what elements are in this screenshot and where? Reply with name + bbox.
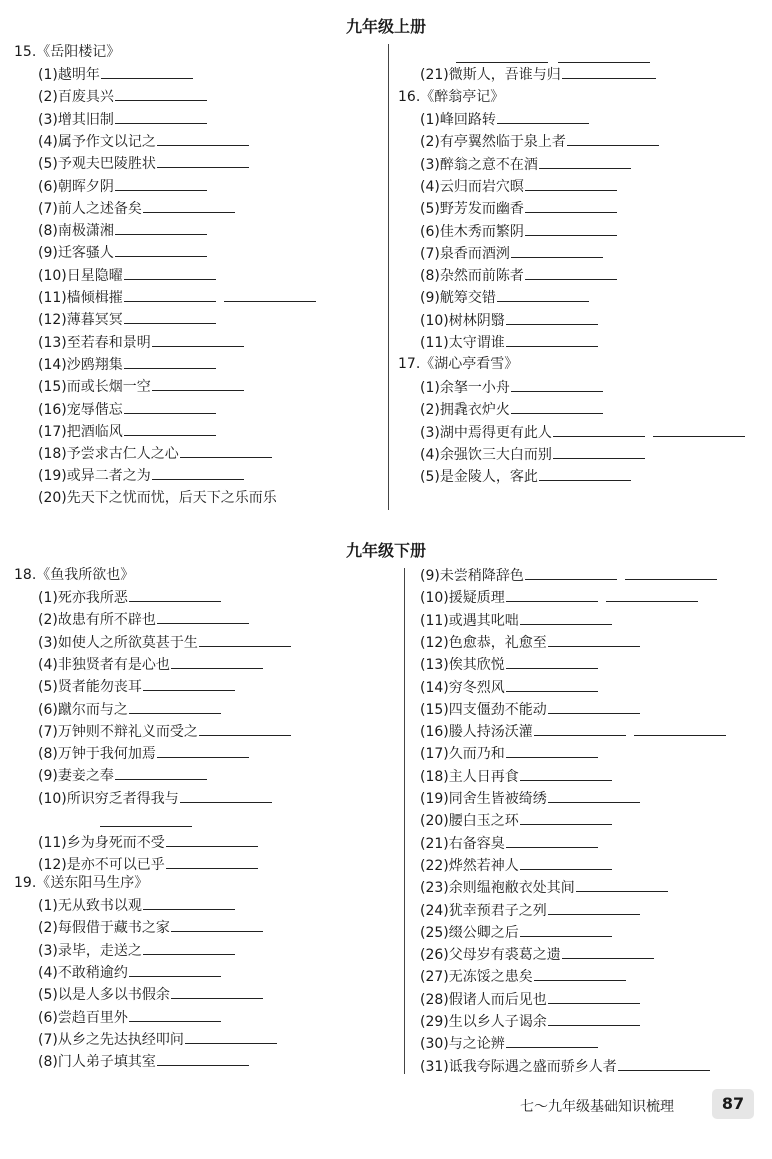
- answer-blank[interactable]: [129, 699, 221, 714]
- question-text: (8)南极潇湘: [38, 223, 114, 240]
- answer-blank[interactable]: [506, 1033, 598, 1048]
- question-item: [38, 86, 207, 107]
- question-text: (7)从乡之先达执经叩问: [38, 1031, 184, 1048]
- question-text: (2)每假借于藏书之家: [38, 920, 170, 937]
- answer-blank[interactable]: [166, 854, 258, 869]
- answer-blank[interactable]: [506, 310, 598, 325]
- question-item: [420, 332, 598, 353]
- question-item: [420, 766, 612, 787]
- question-item: [420, 877, 668, 898]
- question-item: [38, 153, 249, 174]
- question-text: (24)犹幸预君子之列: [420, 902, 547, 919]
- question-item: [38, 917, 263, 938]
- answer-blank[interactable]: [143, 676, 235, 691]
- question-text: (11)太守谓谁: [420, 335, 505, 351]
- question-item: [420, 64, 656, 85]
- question-item: [420, 900, 640, 921]
- answer-blank[interactable]: [506, 332, 598, 347]
- answer-blank[interactable]: [124, 421, 216, 436]
- question-text: (14)沙鸥翔集: [38, 356, 123, 373]
- question-text: (7)万钟则不辩礼义而受之: [38, 723, 198, 740]
- question-item: [38, 109, 207, 130]
- answer-blank[interactable]: [199, 721, 291, 736]
- question-text: (10)援疑质理: [420, 590, 505, 607]
- answer-blank[interactable]: [562, 944, 654, 959]
- answer-blank[interactable]: [520, 855, 612, 870]
- section-title-upper: 九年级上册: [345, 17, 426, 36]
- heading-16: 16.《醉翁亭记》: [398, 89, 505, 105]
- question-item: [38, 131, 249, 152]
- question-item: [420, 677, 598, 698]
- heading-17: 17.《湖心亭看雪》: [398, 356, 519, 372]
- question-item: [38, 743, 249, 764]
- question-item: [420, 833, 598, 854]
- question-text: (6)佳木秀而繁阴: [420, 223, 524, 240]
- question-text: (8)杂然而前陈者: [420, 268, 524, 285]
- question-text: (3)如使人之所欲莫甚于生: [38, 634, 198, 651]
- question-item: [420, 610, 612, 631]
- question-item: [38, 220, 207, 241]
- answer-blank[interactable]: [553, 444, 645, 459]
- question-text: (18)予尝求古仁人之心: [38, 446, 179, 463]
- answer-blank[interactable]: [124, 265, 216, 280]
- answer-blank[interactable]: [520, 610, 612, 625]
- question-text: (2)拥毳衣炉火: [420, 402, 510, 419]
- answer-blank[interactable]: [143, 198, 235, 213]
- answer-blank[interactable]: [115, 176, 207, 191]
- question-item: [420, 287, 589, 308]
- answer-blank[interactable]: [525, 565, 617, 580]
- question-item: [38, 488, 277, 508]
- answer-blank[interactable]: [152, 465, 244, 480]
- question-text: (13)至若春和景明: [38, 334, 151, 351]
- answer-blank[interactable]: [653, 422, 745, 437]
- question-text: (28)假诸人而后见也: [420, 991, 547, 1008]
- question-text: (16)宠辱偕忘: [38, 401, 123, 418]
- question-item: [420, 966, 626, 987]
- answer-blank[interactable]: [115, 109, 207, 124]
- question-item: [38, 895, 235, 916]
- question-item: [420, 176, 617, 197]
- question-item: [420, 632, 640, 653]
- question-text: (12)薄暮冥冥: [38, 312, 123, 329]
- answer-blank[interactable]: [548, 900, 640, 915]
- answer-blank[interactable]: [562, 64, 656, 79]
- question-item: [420, 1056, 710, 1077]
- question-item: [38, 176, 207, 197]
- question-text: (9)觥筹交错: [420, 290, 496, 307]
- question-item: [420, 922, 612, 943]
- question-text: (9)迁客骚人: [38, 245, 114, 262]
- question-item: [38, 1051, 249, 1072]
- question-text: (5)予观夫巴陵胜状: [38, 156, 156, 173]
- question-text: (15)而或长烟一空: [38, 379, 151, 396]
- answer-blank[interactable]: [525, 198, 617, 213]
- question-item: [38, 198, 235, 219]
- question-item: [38, 962, 221, 983]
- answer-blank[interactable]: [506, 677, 598, 692]
- question-text: (2)百废具兴: [38, 89, 114, 106]
- question-item: [420, 310, 598, 331]
- question-text: (2)有亭翼然临于泉上者: [420, 134, 566, 151]
- question-text: (6)尝趋百里外: [38, 1009, 128, 1026]
- question-item: [420, 1011, 640, 1032]
- question-item: [38, 676, 235, 697]
- question-item: [38, 421, 216, 442]
- question-text: (4)非独贤者有是心也: [38, 656, 170, 673]
- question-item: [420, 565, 717, 586]
- answer-blank[interactable]: [180, 443, 272, 458]
- question-text: (5)贤者能勿丧耳: [38, 679, 142, 696]
- question-text: (8)万钟于我何加焉: [38, 746, 156, 763]
- question-text: (11)或遇其叱咄: [420, 612, 519, 629]
- answer-blank[interactable]: [115, 242, 207, 257]
- answer-blank[interactable]: [152, 376, 244, 391]
- question-text: (17)久而乃和: [420, 746, 505, 763]
- question-item: [420, 154, 631, 175]
- question-item: [420, 855, 612, 876]
- question-text: (3)醉翁之意不在酒: [420, 156, 538, 173]
- question-item: [420, 721, 726, 742]
- question-text: (29)生以乡人子谒余: [420, 1014, 547, 1030]
- question-item: [38, 399, 216, 420]
- answer-blank[interactable]: [634, 721, 726, 736]
- answer-blank[interactable]: [143, 895, 235, 910]
- question-text: (27)无冻馁之患矣: [420, 969, 533, 986]
- answer-blank[interactable]: [166, 832, 258, 847]
- question-item: [38, 287, 316, 308]
- question-text: (10)树林阴翳: [420, 312, 505, 329]
- answer-blank[interactable]: [534, 966, 626, 981]
- question-text: (1)峰回路转: [420, 112, 496, 128]
- question-text: (10)所识穷乏者得我与: [38, 790, 179, 807]
- question-item: [420, 1033, 598, 1054]
- answer-blank[interactable]: [497, 287, 589, 302]
- question-item: [420, 422, 745, 443]
- answer-blank[interactable]: [506, 743, 598, 758]
- question-text: (6)朝晖夕阴: [38, 178, 114, 195]
- answer-blank[interactable]: [511, 377, 603, 392]
- heading-19: 19.《送东阳马生序》: [14, 875, 149, 891]
- question-item: [420, 243, 603, 264]
- question-item: [38, 832, 258, 853]
- answer-blank[interactable]: [511, 243, 603, 258]
- answer-blank[interactable]: [124, 309, 216, 324]
- question-text: (31)诋我夸际遇之盛而骄乡人者: [420, 1058, 617, 1075]
- question-text: (23)余则缊袍敝衣处其间: [420, 880, 575, 897]
- question-text: (5)以是人多以书假余: [38, 987, 170, 1004]
- answer-blank[interactable]: [520, 766, 612, 781]
- answer-blank[interactable]: [511, 399, 603, 414]
- answer-blank[interactable]: [157, 609, 249, 624]
- question-text: (1)余拏一小舟: [420, 380, 510, 396]
- question-item: [38, 242, 207, 263]
- answer-blank[interactable]: [101, 64, 193, 79]
- question-text: (1)无从致书以观: [38, 898, 142, 914]
- section-title-lower: 九年级下册: [345, 541, 426, 560]
- question-text: (21)右备容臭: [420, 835, 505, 852]
- answer-blank[interactable]: [548, 699, 640, 714]
- question-item: [420, 109, 589, 130]
- question-item: [420, 989, 640, 1010]
- column-divider: [388, 44, 389, 510]
- question-item: [420, 466, 631, 487]
- question-text: (7)前人之述备矣: [38, 200, 142, 217]
- question-item: [420, 444, 645, 465]
- question-text: (4)余强饮三大白而别: [420, 446, 552, 463]
- column-divider: [404, 568, 405, 1074]
- question-item: [38, 788, 272, 809]
- answer-blank[interactable]: [456, 62, 548, 63]
- question-text: (9)妻妾之奉: [38, 768, 114, 785]
- question-item: [38, 609, 249, 630]
- answer-blank[interactable]: [171, 917, 263, 932]
- answer-blank[interactable]: [539, 466, 631, 481]
- question-text: (9)未尝稍降辞色: [420, 568, 524, 584]
- answer-blank[interactable]: [129, 587, 221, 602]
- question-text: (3)湖中焉得更有此人: [420, 424, 552, 441]
- question-text: (20)先天下之忧而忧，后天下之乐而乐: [38, 489, 277, 506]
- answer-blank[interactable]: [171, 984, 263, 999]
- answer-blank[interactable]: [157, 153, 249, 168]
- answer-blank[interactable]: [548, 989, 640, 1004]
- answer-blank[interactable]: [115, 765, 207, 780]
- question-text: (10)日星隐曜: [38, 267, 123, 284]
- question-text: (15)四支僵劲不能动: [420, 701, 547, 718]
- question-text: (12)是亦不可以已乎: [38, 857, 165, 874]
- question-text: (4)云归而岩穴暝: [420, 178, 524, 195]
- question-text: (5)野芳发而幽香: [420, 201, 524, 218]
- answer-blank[interactable]: [115, 86, 207, 101]
- question-text: (19)同舍生皆被绮绣: [420, 791, 547, 807]
- answer-blank[interactable]: [525, 265, 617, 280]
- answer-blank[interactable]: [625, 565, 717, 580]
- question-text: (6)蹴尔而与之: [38, 701, 128, 718]
- question-text: (2)故患有所不辟也: [38, 612, 156, 629]
- question-text: (8)门人弟子填其室: [38, 1054, 156, 1071]
- answer-blank[interactable]: [525, 221, 617, 236]
- question-item: [38, 332, 244, 353]
- question-item: [38, 354, 216, 375]
- question-item: [38, 721, 291, 742]
- question-item: [38, 64, 193, 85]
- question-text: (19)或异二者之为: [38, 468, 151, 485]
- question-text: (16)媵人持汤沃灌: [420, 724, 533, 741]
- question-text: (18)主人日再食: [420, 768, 519, 785]
- answer-blank[interactable]: [129, 1007, 221, 1022]
- question-item: [38, 632, 291, 653]
- heading-18: 18.《鱼我所欲也》: [14, 567, 135, 583]
- question-text: (4)不敢稍逾约: [38, 964, 128, 981]
- answer-blank[interactable]: [115, 220, 207, 235]
- answer-blank[interactable]: [224, 287, 316, 302]
- question-text: (30)与之论辨: [420, 1036, 505, 1053]
- answer-blank[interactable]: [506, 833, 598, 848]
- answer-blank[interactable]: [506, 654, 598, 669]
- question-item: [420, 587, 698, 608]
- footer-title: 七～九年级基础知识梳理: [520, 1099, 674, 1115]
- question-item: [38, 1029, 277, 1050]
- question-item: [420, 944, 654, 965]
- question-text: (21)微斯人，吾谁与归: [420, 67, 561, 83]
- answer-blank[interactable]: [497, 109, 589, 124]
- question-item: [420, 221, 617, 242]
- answer-blank[interactable]: [506, 587, 598, 602]
- answer-blank[interactable]: [618, 1056, 710, 1071]
- question-item: [38, 940, 235, 961]
- answer-blank[interactable]: [576, 877, 668, 892]
- question-item: [38, 443, 272, 464]
- answer-blank[interactable]: [157, 743, 249, 758]
- answer-blank[interactable]: [548, 632, 640, 647]
- question-text: (13)俟其欣悦: [420, 657, 505, 674]
- question-item: [420, 743, 598, 764]
- question-text: (3)增其旧制: [38, 111, 114, 128]
- answer-blank[interactable]: [553, 422, 645, 437]
- answer-blank[interactable]: [171, 654, 263, 669]
- question-text: (4)属予作文以记之: [38, 133, 156, 150]
- question-item: [38, 699, 221, 720]
- question-item: [38, 376, 244, 397]
- answer-blank[interactable]: [143, 940, 235, 955]
- answer-blank[interactable]: [157, 131, 249, 146]
- answer-blank[interactable]: [124, 287, 216, 302]
- answer-blank[interactable]: [157, 1051, 249, 1066]
- answer-blank[interactable]: [129, 962, 221, 977]
- question-text: (11)樯倾楫摧: [38, 290, 123, 306]
- question-item: [38, 765, 207, 786]
- question-text: (26)父母岁有裘葛之遗: [420, 947, 561, 964]
- question-text: (11)乡为身死而不受: [38, 835, 165, 851]
- question-text: (12)色愈恭，礼愈至: [420, 634, 547, 651]
- answer-blank[interactable]: [180, 788, 272, 803]
- question-text: (3)录毕，走送之: [38, 942, 142, 959]
- question-item: [38, 984, 263, 1005]
- answer-blank[interactable]: [124, 399, 216, 414]
- answer-blank[interactable]: [100, 826, 192, 827]
- question-item: [38, 1007, 221, 1028]
- question-item: [420, 654, 598, 675]
- question-item: [420, 265, 617, 286]
- answer-blank[interactable]: [567, 131, 659, 146]
- question-item: [420, 399, 603, 420]
- answer-blank[interactable]: [548, 1011, 640, 1026]
- answer-blank[interactable]: [548, 788, 640, 803]
- answer-blank[interactable]: [525, 176, 617, 191]
- question-text: (1)越明年: [38, 67, 100, 83]
- answer-blank[interactable]: [520, 922, 612, 937]
- question-item: [420, 198, 617, 219]
- answer-blank[interactable]: [199, 632, 291, 647]
- answer-blank[interactable]: [152, 332, 244, 347]
- question-item: [38, 309, 216, 330]
- answer-blank[interactable]: [520, 810, 612, 825]
- answer-blank[interactable]: [558, 62, 650, 63]
- answer-blank[interactable]: [606, 587, 698, 602]
- question-item: [420, 131, 659, 152]
- question-text: (14)穷冬烈风: [420, 679, 505, 696]
- question-item: [38, 465, 244, 486]
- answer-blank[interactable]: [539, 154, 631, 169]
- question-text: (25)缀公卿之后: [420, 924, 519, 941]
- answer-blank[interactable]: [534, 721, 626, 736]
- question-item: [38, 654, 263, 675]
- question-text: (20)腰白玉之环: [420, 813, 519, 830]
- question-text: (7)泉香而酒洌: [420, 245, 510, 262]
- question-text: (1)死亦我所恶: [38, 590, 128, 606]
- heading-15: 15.《岳阳楼记》: [14, 44, 121, 60]
- question-item: [420, 699, 640, 720]
- question-text: (5)是金陵人，客此: [420, 469, 538, 486]
- answer-blank[interactable]: [185, 1029, 277, 1044]
- question-item: [420, 788, 640, 809]
- question-text: (17)把酒临风: [38, 423, 123, 440]
- question-item: [38, 587, 221, 608]
- page-number: 87: [712, 1089, 754, 1119]
- answer-blank[interactable]: [124, 354, 216, 369]
- question-item: [420, 377, 603, 398]
- question-text: (22)烨然若神人: [420, 857, 519, 874]
- question-item: [420, 810, 612, 831]
- question-item: [38, 265, 216, 286]
